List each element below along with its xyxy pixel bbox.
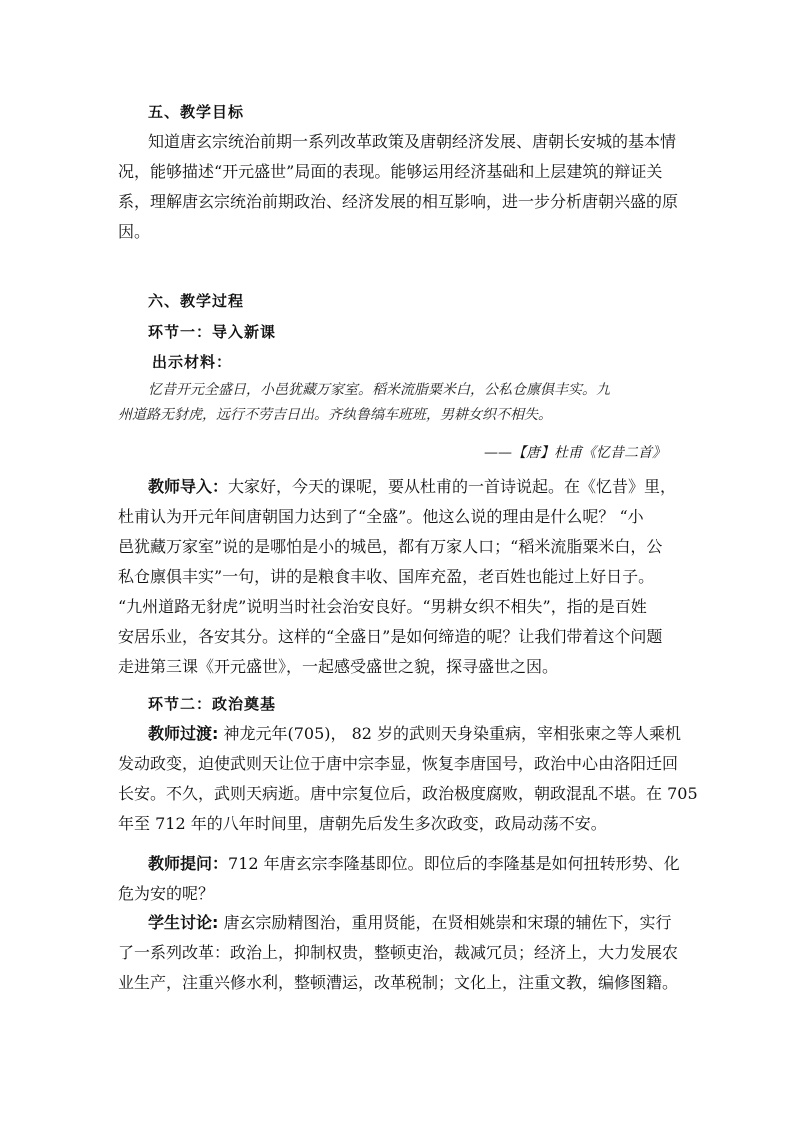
paragraph-line: 况，能够描述“开元盛世”局面的表现。能够运用经济基础和上层建筑的辩证关 <box>118 162 663 181</box>
paragraph-line: 了一系列改革：政治上，抑制权贵，整顿吏治，裁减冗员；经济上，大力发展农 <box>118 943 679 962</box>
teacher-question-paragraph <box>118 849 678 909</box>
step-title-intro: 环节一：导入新课 <box>148 323 277 341</box>
paragraph-line: 安居乐业，各安其分。这样的“全盛日”是如何缔造的呢？让我们带着这个问题 <box>118 627 663 646</box>
paragraph-line: 知道唐玄宗统治前期一系列改革政策及唐朝经济发展、唐朝长安城的基本情 <box>148 132 677 151</box>
paragraph-line: 业生产，注重兴修水利，整顿漕运，改革税制；文化上，注重文教，编修图籍。 <box>118 973 679 992</box>
paragraph-line: 危为安的呢？ <box>118 884 215 903</box>
paragraph-line: 走进第三课《开元盛世》，一起感受盛世之貌，探寻盛世之因。 <box>118 657 559 676</box>
paragraph-line: 私仓廪俱丰实”一句，讲的是粮食丰收、国库充盈，老百姓也能过上好日子。 <box>118 567 655 586</box>
poem-line: 忆昔开元全盛日，小邑犹藏万家室。稻米流脂粟米白，公私仓廪俱丰实。九 <box>148 382 610 398</box>
teacher-intro-label: 教师导入： <box>148 477 229 496</box>
paragraph-line: “九州道路无豺虎”说明当时社会治安良好。“男耕女织不相失”，指的是百姓 <box>118 597 647 616</box>
paragraph-line: 发动政变，迫使武则天让位于唐中宗李显，恢复李唐国号，政治中心由洛阳迁回 <box>118 754 679 773</box>
section-title-teaching-process: 六、教学过程 <box>148 292 245 310</box>
paragraph-line <box>118 849 678 879</box>
paragraph-line: 长安。不久，武则天病逝。唐中宗复位后，政治极度腐败，朝政混乱不堪。在 705 <box>118 784 698 803</box>
teacher-transition-paragraph <box>118 719 698 839</box>
paragraph-line <box>118 719 682 749</box>
material-label: 出示材料： <box>152 353 233 371</box>
teaching-goals-paragraph <box>118 127 678 247</box>
paragraph-line: 杜甫认为开元年间唐朝国力达到了“全盛”。他这么说的理由是什么呢？ “小 <box>118 507 644 526</box>
paragraph-line: 系，理解唐玄宗统治前期政治、经济发展的相互影响，进一步分析唐朝兴盛的原 <box>118 192 679 211</box>
paragraph-text: 712 年唐玄宗李隆基即位。即位后的李隆基是如何扭转形势、化 <box>228 854 680 873</box>
student-discussion-label: 学生讨论: <box>148 913 219 932</box>
poem-line: 州道路无豺虎，远行不劳吉日出。齐纨鲁缟车班班，男耕女织不相失。 <box>118 407 552 423</box>
paragraph-line: 年至 712 年的八年时间里，唐朝先后发生多次政变，政局动荡不安。 <box>118 814 607 833</box>
teacher-question-label: 教师提问： <box>148 854 229 873</box>
paragraph-text: 大家好，今天的课呢，要从杜甫的一首诗说起。在《忆昔》里， <box>228 477 677 496</box>
paragraph-line: 因。 <box>118 222 151 241</box>
step-title-politics: 环节二：政治奠基 <box>148 695 277 713</box>
paragraph-line <box>118 472 678 502</box>
teacher-transition-label: 教师过渡: <box>148 724 219 743</box>
paragraph-line: 邑犹藏万家室”说的是哪怕是小的城邑，都有万家人口；“稻米流脂粟米白，公 <box>118 537 663 556</box>
teacher-intro-paragraph <box>118 472 678 682</box>
paragraph-text: 神龙元年(705)， 82 岁的武则天身染重病，宰相张柬之等人乘机 <box>218 724 682 743</box>
poem-excerpt <box>118 378 678 428</box>
section-title-teaching-goals: 五、教学目标 <box>148 103 245 121</box>
paragraph-text: 唐玄宗励精图治，重用贤能，在贤相姚崇和宋璟的辅佐下，实行 <box>218 913 672 932</box>
student-discussion-paragraph <box>118 908 678 998</box>
paragraph-line <box>118 908 678 938</box>
poem-source: ——【唐】杜甫《忆昔二首》 <box>484 445 666 461</box>
